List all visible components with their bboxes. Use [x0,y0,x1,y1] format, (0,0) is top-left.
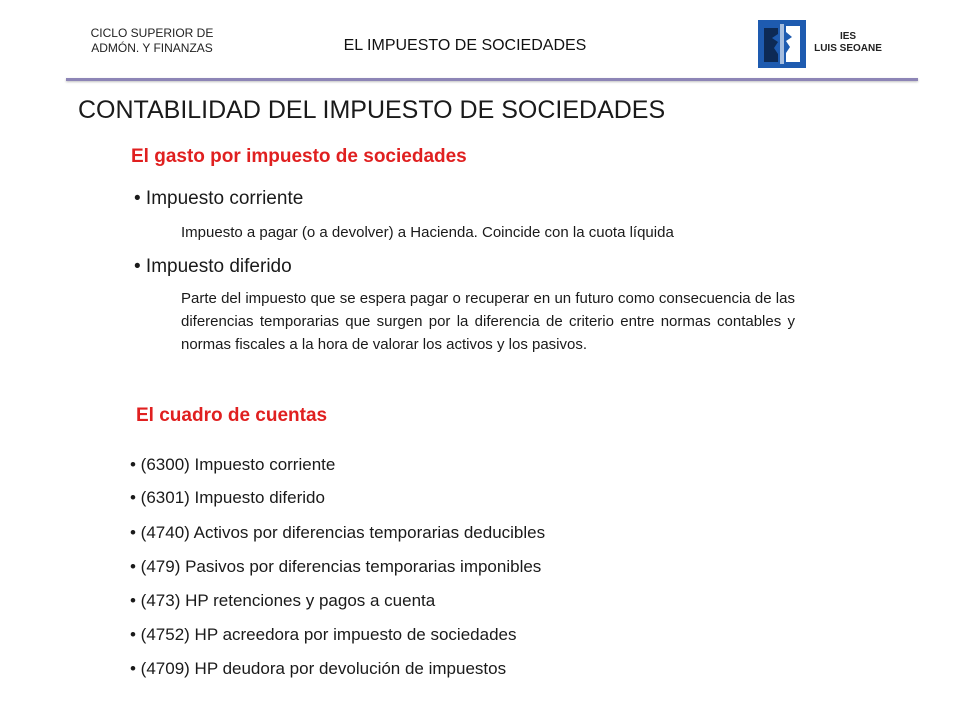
school-logo-icon [758,20,806,68]
section-title-expense: El gasto por impuesto de sociedades [131,146,467,167]
school-name-line2: LUIS SEOANE [814,43,882,54]
account-item: • (473) HP retenciones y pagos a cuenta [130,591,436,610]
current-tax-description: Impuesto a pagar (o a devolver) a Hacienda. Coincide con la cuota líquida [181,224,674,241]
school-name [808,31,888,55]
bullet-current-tax: • Impuesto corriente [134,188,304,209]
account-item: • (4709) HP deudora por devolución de impuestos [130,659,507,678]
school-name-line1: IES [839,31,857,42]
account-item: • (6301) Impuesto diferido [130,488,325,507]
course-label-line1: CICLO SUPERIOR DE [90,26,214,40]
account-item: • (4740) Activos por diferencias temporarias deducibles [130,523,546,542]
account-item: • (479) Pasivos por diferencias temporarias imponibles [130,557,542,576]
header-divider [66,78,918,81]
account-item: • (4752) HP acreedora por impuesto de sociedades [130,625,517,644]
course-label-line2: ADMÓN. Y FINANZAS [91,41,213,55]
deferred-tax-description: Parte del impuesto que se espera pagar o recuperar en un futuro como consecuencia de las diferencias temporarias que surgen por la diferencia de criterio entre normas contables y normas fiscales a la hora de valorar los activos y los pasivos. [181,290,795,353]
bullet-deferred-tax: • Impuesto diferido [134,256,292,277]
account-item: • (6300) Impuesto corriente [130,455,336,474]
page-title: CONTABILIDAD DEL IMPUESTO DE SOCIEDADES [78,96,666,124]
school-logo [758,20,888,70]
header-title: EL IMPUESTO DE SOCIEDADES [343,37,587,54]
course-label [72,26,232,56]
section-title-accounts: El cuadro de cuentas [136,405,328,426]
